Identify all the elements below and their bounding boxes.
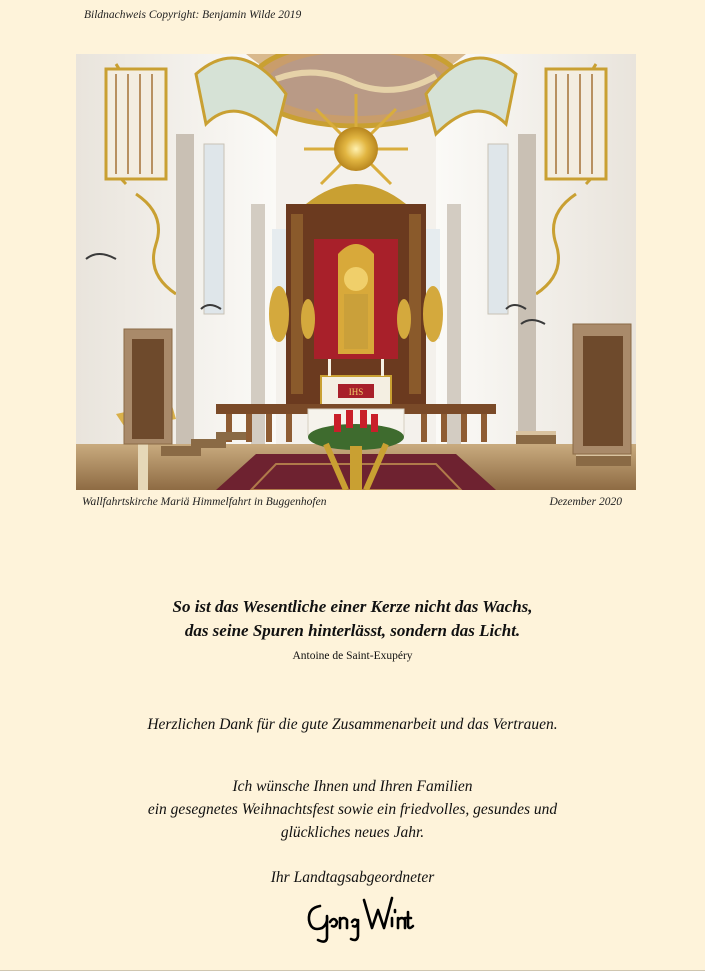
wishes-text [0, 775, 705, 844]
closing-text: Ihr Landtagsabgeordneter [270, 869, 435, 886]
quote-line-1: So ist das Wesentliche einer Kerze nicht das Wachs, [172, 597, 533, 616]
handwritten-signature [300, 888, 415, 944]
wish-line-3: glückliches neues Jahr. [280, 824, 425, 841]
quote-author: Antoine de Saint-Exupéry [292, 650, 413, 662]
wish-line-2: ein gesegnetes Weihnachtsfest sowie ein friedvolles, gesundes und [147, 801, 558, 818]
wish-line-1: Ich wünsche Ihnen und Ihren Familien [232, 778, 473, 795]
church-interior-photo [76, 54, 636, 490]
photo-date: Dezember 2020 [549, 496, 622, 508]
thanks-text: Herzlichen Dank für die gute Zusammenarbeit und das Vertrauen. [147, 716, 558, 733]
quote-line-2: das seine Spuren hinterlässt, sondern das Licht. [184, 621, 521, 640]
altar-inscription: IHS [348, 387, 364, 397]
photo-caption: Wallfahrtskirche Mariä Himmelfahrt in Buggenhofen [82, 496, 327, 508]
image-credit: Bildnachweis Copyright: Benjamin Wilde 2019 [84, 9, 302, 21]
quote [0, 595, 705, 643]
church-interior-illustration [76, 54, 636, 490]
